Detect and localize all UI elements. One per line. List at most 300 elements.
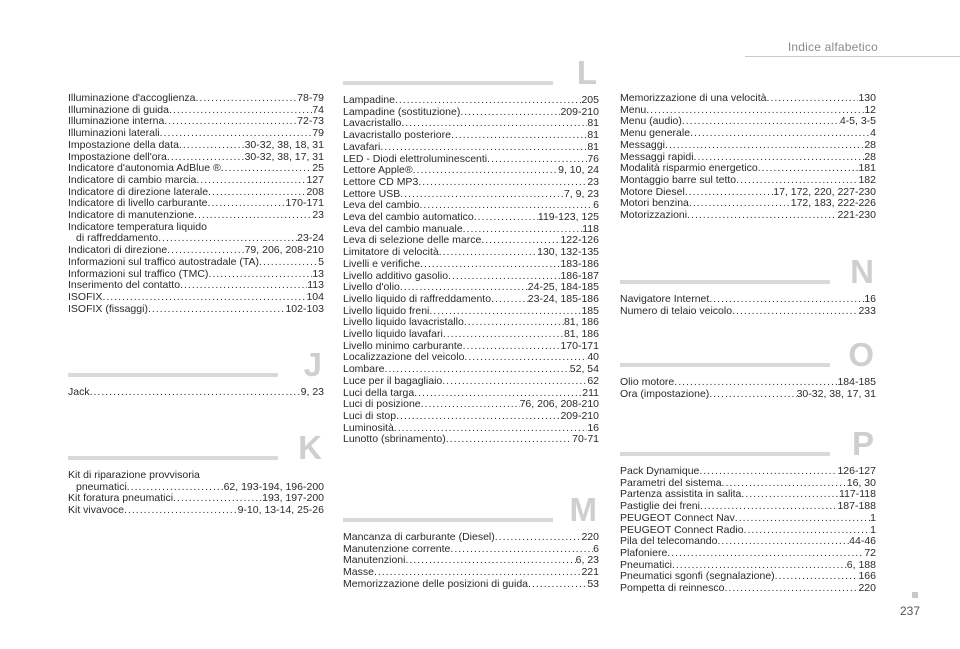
- index-entry-term: Manutenzione corrente: [343, 542, 451, 555]
- dot-leader: [460, 107, 560, 119]
- section-bar: [68, 373, 278, 377]
- index-entry-term: Livello liquido di raffreddamento: [343, 292, 492, 305]
- index-entry-term: Impostazione dell'ora: [68, 150, 167, 163]
- dot-leader: [689, 198, 791, 210]
- index-entry-pages: 185: [581, 304, 599, 317]
- dot-leader: [405, 555, 575, 567]
- dot-leader: [169, 105, 312, 117]
- index-column-1: [68, 93, 324, 315]
- index-entry-pages: 221-230: [837, 209, 876, 222]
- index-entry-term: Localizzazione del veicolo: [343, 351, 465, 364]
- index-entry-pages: 81, 186: [563, 316, 599, 329]
- index-entry-term: Jack: [68, 386, 90, 398]
- index-entry-pages: 72-73: [297, 115, 324, 128]
- section-letter-j: J: [303, 346, 322, 383]
- dot-leader: [179, 140, 245, 152]
- index-entry-term: Luci di posizione: [343, 398, 421, 411]
- dot-leader: [446, 434, 572, 446]
- index-entry-pages: 76: [587, 152, 599, 165]
- dot-leader: [421, 399, 520, 411]
- dot-leader: [685, 187, 773, 199]
- dot-leader: [736, 175, 858, 187]
- index-entry-pages: 12: [864, 103, 876, 116]
- index-entry-term: Illuminazione d'accoglienza: [68, 92, 196, 104]
- index-entry-pages: 52, 54: [569, 363, 599, 376]
- index-entry-term: Memorizzazione di una velocità: [620, 92, 767, 104]
- section-k-entries: [68, 470, 324, 517]
- index-entry-pages: 30-32, 38, 18, 31: [244, 138, 324, 151]
- index-entry-term: Leva del cambio: [343, 199, 420, 212]
- dot-leader: [221, 163, 313, 175]
- index-entry-pages: 6: [593, 199, 599, 212]
- dot-leader: [474, 212, 538, 224]
- section-j-header: [68, 347, 324, 387]
- section-bar: [620, 363, 830, 367]
- index-entry: [620, 210, 876, 222]
- dot-leader: [491, 294, 528, 306]
- index-entry-pages: 104: [306, 290, 324, 303]
- index-entry-pages: 17, 172, 220, 227-230: [773, 185, 876, 198]
- dot-leader: [463, 341, 561, 353]
- index-entry: [620, 513, 876, 525]
- corner-marker: [912, 592, 918, 598]
- index-entry-term: Lettore CD MP3: [343, 175, 419, 188]
- index-entry-pages: 181: [858, 162, 876, 175]
- index-entry-pages: 126-127: [837, 465, 876, 477]
- index-entry-term: Luci della targa: [343, 386, 415, 399]
- index-entry: [620, 175, 876, 187]
- index-entry: [68, 175, 324, 187]
- index-entry-pages: 78-79: [297, 92, 324, 104]
- index-entry-pages: 23-24: [297, 232, 324, 245]
- dot-leader: [724, 583, 858, 595]
- index-entry-term: Kit vivavoce: [68, 504, 125, 517]
- dot-leader: [164, 116, 297, 128]
- index-entry: [68, 280, 324, 292]
- index-entry-pages: 62: [587, 374, 599, 387]
- section-i-entries: [68, 93, 324, 315]
- index-entry-pages: 187-188: [837, 500, 876, 513]
- dot-leader: [451, 130, 587, 142]
- index-entry-term: Olio motore: [620, 376, 675, 388]
- index-entry-pages: 16: [864, 293, 876, 305]
- section-n-header: [620, 254, 876, 294]
- index-entry-pages: 1: [870, 523, 876, 536]
- index-entry-term: Masse: [343, 566, 374, 579]
- header-rule: [745, 56, 960, 57]
- section-bar: [343, 518, 553, 522]
- index-entry-pages: 122-126: [560, 234, 599, 247]
- index-entry-term: Indicatore d'autonomia AdBlue ®: [68, 162, 221, 175]
- dot-leader: [148, 304, 286, 316]
- dot-leader: [674, 377, 837, 389]
- section-p-header: [620, 426, 876, 466]
- index-entry-pages: 117-118: [839, 488, 876, 501]
- index-entry-term: Lavacristallo posteriore: [343, 129, 451, 142]
- dot-leader: [709, 294, 864, 306]
- index-entry-pages: 221: [581, 566, 599, 579]
- index-entry-pages: 7, 9, 23: [563, 187, 599, 200]
- index-entry: [343, 329, 599, 341]
- section-k: [68, 430, 324, 517]
- index-entry-pages: 40: [587, 351, 599, 364]
- section-n: [620, 254, 876, 317]
- page-header-title: Indice alfabetico: [787, 40, 878, 54]
- index-entry-pages: 28: [864, 138, 876, 151]
- dot-leader: [208, 269, 312, 281]
- index-entry-term: Navigatore Internet: [620, 293, 710, 305]
- index-entry-pages: 30-32, 38, 17, 31: [796, 387, 876, 400]
- index-entry-pages: 79: [312, 127, 324, 140]
- index-entry-term: Leva del cambio automatico: [343, 211, 474, 224]
- dot-leader: [259, 257, 318, 269]
- section-letter-n: N: [850, 253, 874, 290]
- index-entry-term: Informazioni sul traffico autostradale (TA): [68, 255, 260, 268]
- index-entry-term: Indicatore di direzione laterale: [68, 185, 209, 198]
- section-bar: [620, 452, 830, 456]
- index-entry: [68, 304, 324, 316]
- index-entry-term: Livello additivo gasolio: [343, 269, 449, 282]
- index-entry-pages: 205: [581, 94, 599, 106]
- section-letter-o: O: [848, 336, 874, 373]
- index-entry-pages: 209-210: [560, 409, 599, 422]
- index-entry: [620, 583, 876, 595]
- index-entry-term: Indicatore di cambio marcia: [68, 173, 197, 186]
- index-entry: [343, 411, 599, 423]
- index-entry: [68, 470, 324, 482]
- index-entry-term: Livello d'olio: [343, 281, 400, 294]
- index-entry-term: Motori benzina: [620, 197, 689, 210]
- index-entry: [68, 257, 324, 269]
- index-entry: [343, 294, 599, 306]
- section-l-entries: [343, 95, 599, 446]
- index-entry-pages: 28: [864, 150, 876, 163]
- dot-leader: [682, 116, 840, 128]
- index-entry-pages: 70-71: [572, 433, 599, 446]
- index-entry-pages: 193, 197-200: [262, 492, 324, 505]
- section-p: [620, 426, 876, 595]
- index-entry-pages: 25: [312, 162, 324, 175]
- section-bar: [620, 280, 830, 284]
- index-entry-term: ISOFIX: [68, 290, 103, 303]
- index-entry-pages: 9, 10, 24: [558, 164, 599, 177]
- index-entry-term: Lampadine (sostituzione): [343, 105, 461, 118]
- dot-leader: [767, 93, 859, 105]
- index-entry-term: Luci di stop: [343, 409, 397, 422]
- dot-leader: [665, 140, 864, 152]
- index-entry: [343, 259, 599, 271]
- dot-leader: [124, 505, 238, 517]
- section-l: [343, 55, 599, 446]
- index-entry: [68, 93, 324, 105]
- section-m-entries: [343, 532, 599, 591]
- index-entry-pages: 220: [858, 582, 876, 595]
- dot-leader: [395, 95, 582, 107]
- section-o-entries: [620, 377, 876, 400]
- dot-leader: [442, 376, 587, 388]
- dot-leader: [443, 329, 564, 341]
- section-o-header: [620, 337, 876, 377]
- index-entry-pages: 170-171: [285, 197, 324, 210]
- page-number: 237: [899, 604, 920, 618]
- index-entry-pages: 186-187: [560, 269, 599, 282]
- section-m2-entries: [620, 93, 876, 222]
- index-entry-pages: 30-32, 38, 17, 31: [244, 150, 324, 163]
- dot-leader: [732, 306, 858, 318]
- index-entry: [68, 505, 324, 517]
- section-j: [68, 347, 324, 399]
- index-entry-term: Livello minimo carburante: [343, 339, 463, 352]
- index-entry-pages: 119-123, 125: [537, 211, 599, 224]
- index-entry-term: LED - Diodi elettroluminescenti: [343, 152, 488, 165]
- index-entry: [343, 142, 599, 154]
- index-entry-pages: 44-46: [849, 535, 876, 548]
- index-entry-term: Lavacristallo: [343, 117, 402, 130]
- index-entry-term: Modalità risparmio energetico: [620, 162, 758, 175]
- index-entry-term: di raffreddamento: [76, 232, 159, 245]
- index-entry: [343, 130, 599, 142]
- index-entry-term: Pompetta di reinnesco: [620, 582, 725, 595]
- index-entry-pages: 9-10, 13-14, 25-26: [237, 504, 324, 517]
- index-entry-term: Kit foratura pneumatici: [68, 492, 174, 505]
- index-entry-term: Luce per il bagagliaio: [343, 374, 443, 387]
- section-o: [620, 337, 876, 400]
- index-entry: [68, 292, 324, 304]
- index-entry-pages: 16, 30: [846, 476, 876, 489]
- dot-leader: [396, 411, 560, 423]
- index-entry-term: Livello liquido lavafari: [343, 328, 443, 341]
- index-entry-pages: 23: [312, 209, 324, 222]
- index-entry-term: Menu (audio): [620, 115, 682, 128]
- index-entry-pages: 211: [582, 386, 599, 399]
- dot-leader: [420, 259, 560, 271]
- section-letter-p: P: [851, 425, 874, 462]
- index-entry-term: Pack Dynamique: [620, 465, 700, 477]
- index-entry-term: Lettore USB: [343, 187, 401, 200]
- index-entry-pages: 170-171: [560, 339, 599, 352]
- index-entry-term: Pneumatici: [620, 558, 672, 571]
- index-entry-term: Lavafari: [343, 140, 381, 153]
- index-entry: [620, 389, 876, 401]
- index-entry-pages: 184-185: [837, 376, 876, 388]
- index-entry-pages: 4-5, 3-5: [839, 115, 876, 128]
- index-entry-pages: 74: [312, 103, 324, 116]
- index-entry-term: Montaggio barre sul tetto: [620, 173, 737, 186]
- dot-leader: [699, 466, 837, 478]
- dot-leader: [495, 532, 582, 544]
- index-entry-term: Menu generale: [620, 127, 691, 140]
- dot-leader: [775, 571, 859, 583]
- index-entry-pages: 53: [587, 577, 599, 590]
- dot-leader: [196, 175, 306, 187]
- index-entry: [620, 466, 876, 478]
- dot-leader: [90, 387, 301, 399]
- index-entry: [620, 93, 876, 105]
- index-entry-pages: 113: [307, 279, 324, 292]
- dot-leader: [667, 548, 864, 560]
- index-entry-pages: 233: [858, 304, 876, 317]
- index-entry-pages: 6: [593, 542, 599, 555]
- index-entry-pages: 16: [587, 421, 599, 434]
- index-entry-term: Motorizzazioni: [620, 209, 688, 222]
- dot-leader: [464, 352, 587, 364]
- index-entry-term: Messaggi rapidi: [620, 150, 694, 163]
- index-entry-pages: 6, 23: [575, 554, 599, 567]
- index-entry-term: Menu: [620, 103, 647, 116]
- dot-leader: [380, 142, 587, 154]
- index-entry-pages: 9, 23: [300, 386, 324, 398]
- index-entry-pages: 130, 132-135: [537, 246, 599, 259]
- dot-leader: [709, 389, 796, 401]
- index-entry: [343, 177, 599, 189]
- index-entry-term: Illuminazione interna: [68, 115, 165, 128]
- index-entry-pages: 81, 186: [563, 328, 599, 341]
- index-entry-pages: 182: [858, 173, 876, 186]
- index-entry-term: Indicatore temperatura liquido: [68, 220, 207, 233]
- dot-leader: [208, 198, 286, 210]
- index-entry-term: Parametri del sistema: [620, 476, 722, 489]
- index-entry-term: PEUGEOT Connect Nav: [620, 511, 735, 524]
- index-entry-term: Memorizzazione delle posizioni di guida: [343, 577, 529, 590]
- dot-leader: [400, 189, 564, 201]
- index-entry-pages: 172, 183, 222-226: [790, 197, 876, 210]
- index-entry-term: Lunotto (sbrinamento): [343, 433, 446, 446]
- index-entry-pages: 4: [870, 127, 876, 140]
- index-entry: [343, 434, 599, 446]
- dot-leader: [413, 165, 559, 177]
- index-entry-pages: 6, 188: [846, 558, 876, 571]
- index-entry-term: Illuminazione di guida: [68, 103, 169, 116]
- index-entry: [620, 306, 876, 318]
- section-bar: [68, 456, 278, 460]
- section-p-entries: [620, 466, 876, 595]
- section-m-header: [343, 492, 599, 532]
- index-entry-pages: 23: [587, 175, 599, 188]
- index-entry: [68, 140, 324, 152]
- index-entry: [343, 376, 599, 388]
- dot-leader: [450, 544, 593, 556]
- section-letter-m: M: [569, 491, 597, 528]
- index-entry-term: Limitatore di velocità: [343, 246, 439, 259]
- index-entry-term: Livello liquido freni: [343, 304, 430, 317]
- index-entry-term: Pila del telecomando: [620, 535, 718, 548]
- index-entry-pages: 81: [587, 140, 599, 153]
- index-entry: [620, 140, 876, 152]
- index-entry-term: Manutenzioni: [343, 554, 406, 567]
- index-entry-term: pneumatici: [76, 480, 127, 493]
- index-entry: [343, 555, 599, 567]
- index-entry-term: Ora (impostazione): [620, 387, 710, 400]
- index-entry-pages: 72: [864, 546, 876, 559]
- section-n-entries: [620, 294, 876, 317]
- index-entry-pages: 209-210: [560, 105, 599, 118]
- index-entry-term: Partenza assistita in salita: [620, 488, 742, 501]
- index-entry-term: Inserimento del contatto: [68, 279, 181, 292]
- section-letter-l: L: [576, 54, 597, 91]
- index-entry: [343, 95, 599, 107]
- section-l-header: [343, 55, 599, 95]
- index-entry-term: Kit di riparazione provvisoria: [68, 469, 200, 481]
- dot-leader: [194, 210, 312, 222]
- dot-leader: [464, 317, 564, 329]
- index-entry-term: Luminosità: [343, 421, 394, 434]
- index-entry-pages: 102-103: [285, 302, 324, 315]
- index-entry-pages: 23-24, 185-186: [527, 292, 599, 305]
- index-entry-term: Lettore Apple®: [343, 164, 413, 177]
- index-entry-term: Livello liquido lavacristallo: [343, 316, 464, 329]
- index-entry-pages: 79, 206, 208-210: [244, 244, 324, 257]
- index-entry-pages: 1: [870, 511, 876, 524]
- index-entry-term: Mancanza di carburante (Diesel): [343, 531, 495, 543]
- section-bar: [343, 81, 553, 85]
- index-entry-pages: 127: [306, 173, 324, 186]
- index-entry-pages: 13: [312, 267, 324, 280]
- section-letter-k: K: [298, 429, 322, 466]
- index-entry-pages: 81: [587, 117, 599, 130]
- index-entry-term: Numero di telaio veicolo: [620, 304, 733, 317]
- index-entry: [620, 548, 876, 560]
- section-m: [343, 492, 599, 591]
- index-entry-term: Motore Diesel: [620, 185, 685, 198]
- index-entry-pages: 208: [306, 185, 324, 198]
- dot-leader: [418, 177, 587, 189]
- index-entry-term: Lampadine: [343, 94, 395, 106]
- dot-leader: [758, 163, 859, 175]
- index-entry: [343, 212, 599, 224]
- index-entry: [68, 210, 324, 222]
- dot-leader: [735, 513, 870, 525]
- dot-leader: [439, 247, 537, 259]
- dot-leader: [687, 210, 837, 222]
- index-entry: [620, 377, 876, 389]
- section-j-entries: [68, 387, 324, 399]
- index-entry: [343, 579, 599, 591]
- index-column-3: [620, 93, 876, 222]
- index-entry-pages: 166: [858, 570, 876, 583]
- index-entry: [68, 387, 324, 399]
- index-entry-pages: 81: [587, 129, 599, 142]
- index-entry-term: Impostazione della data: [68, 138, 179, 151]
- index-entry-term: Messaggi: [620, 138, 665, 151]
- index-entry-term: Livelli e verifiche: [343, 257, 421, 270]
- section-k-header: [68, 430, 324, 470]
- index-entry-term: ISOFIX (fissaggi): [68, 302, 148, 315]
- index-entry-pages: 130: [858, 92, 876, 104]
- dot-leader: [196, 93, 298, 105]
- index-entry: [620, 294, 876, 306]
- index-entry-term: Lombare: [343, 363, 385, 376]
- index-entry-term: Plafoniere: [620, 546, 668, 559]
- dot-leader: [741, 489, 839, 501]
- index-entry-term: Pastiglie dei freni: [620, 500, 700, 513]
- index-entry-pages: 118: [582, 222, 599, 235]
- index-entry-term: Pneumatici sgonfi (segnalazione): [620, 570, 775, 583]
- index-entry-term: Indicatore di livello carburante: [68, 197, 208, 210]
- dot-leader: [180, 280, 307, 292]
- index-entry: [343, 532, 599, 544]
- index-entry-term: Indicatori di direzione: [68, 244, 168, 257]
- index-entry-pages: 183-186: [560, 257, 599, 270]
- dot-leader: [528, 579, 587, 591]
- index-entry-pages: 76, 206, 208-210: [519, 398, 599, 411]
- index-entry-term: Illuminazioni laterali: [68, 127, 160, 140]
- index-entry-term: Leva di selezione delle marce: [343, 234, 482, 247]
- index-entry-term: Informazioni sul traffico (TMC): [68, 267, 209, 280]
- index-entry-pages: 62, 193-194, 196-200: [223, 480, 324, 493]
- index-entry-term: Indicatore di manutenzione: [68, 209, 195, 222]
- index-entry-term: PEUGEOT Connect Radio: [620, 523, 744, 536]
- index-entry-term: Leva del cambio manuale: [343, 222, 463, 235]
